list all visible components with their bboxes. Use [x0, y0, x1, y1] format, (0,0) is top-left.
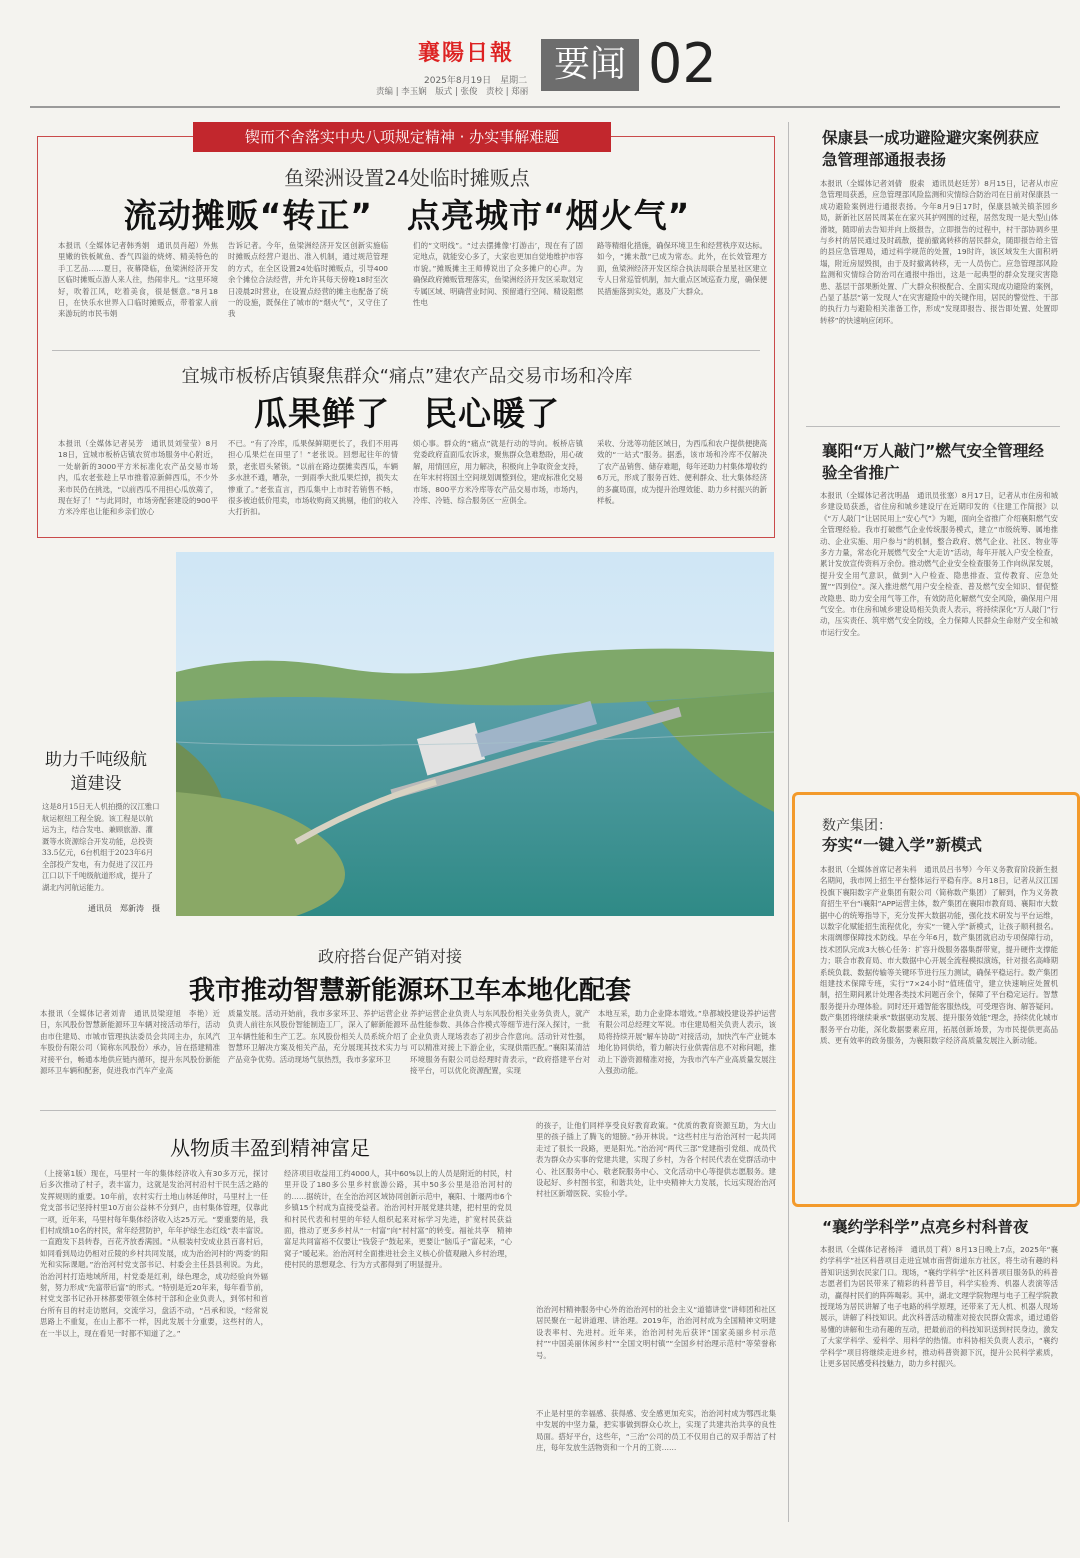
story3-headline: 我市推动智慧新能源环卫车本地化配套	[188, 976, 631, 1006]
story3-divider	[40, 1110, 776, 1111]
story3-col-1: 本报讯（全媒体记者刘青 通讯员梁迎旭 李艳）近日，东风股份智慧新能源环卫车辆对接活动举行，活动由市住建局、市城市管理执法委员会共同主办，东风汽车股份有限公司（简称东风股份）承办，旨在搭建精准对接平台，畅通本地供应链内循环，提升东风股份新能源环卫车辆和配套，促进我市汽车产业高	[40, 1009, 220, 1076]
story-a-title: 保康县一成功避险避灾案例获应急管理部通报表扬	[822, 129, 1040, 169]
story4-col-4: 治治河村精神服务中心外的治治河村的社会主义“道德讲堂”讲师团和社区居民聚在一起讲道理、讲治理。2019年，治治河村成为全国精神文明建设表率村、先进村。近年来，治治河村先后获评“国家美丽乡村示范村”“中国美丽休闲乡村”“全国文明村镇”“全国乡村治理示范村”等荣誉称号。	[536, 1305, 776, 1360]
story4-col-3: 的孩子，让他们同样享受良好教育政策。“优质的教育资源互助，为大山里的孩子插上了腾飞的翅膀。”孙开林说。“这些村庄与治治河村一起共同走过了很长一段路，更是阳光。”治治河“两代三部”党建指引党组、成员代表为群众办实事的党建共建，实现了乡村，为各个村民代表在党群活动中心、社区服务中心、敬老院服务中心、文化活动中心等提供志愿服务。建设起好、乡村图书室，和谐共处，让中央精神大力发展，长远实现治治河村社区新增医院、实验小学。	[536, 1121, 776, 1199]
story1-col-4: 路等精细化措施，确保环境卫生和经营秩序双达标。如今，“摊未散”已成为常态。此外，在长效管理方面，鱼梁洲经济开发区综合执法局联合星星社区建立专人日常巡管机制，加大重点区域巡查力度，确保便民措施落到实处，惠及广大群众。	[597, 241, 767, 296]
column-rule	[788, 122, 789, 1522]
photo-caption-text: 这是8月15日无人机拍摄的汉江雅口航运枢纽工程全貌。该工程是以航运为主，结合发电、兼顾旅游、灌溉等水资源综合开发功能，总投资33.5亿元，6台机组于2023年6月全部投产发电，有力促进了汉江丹江口以下千吨级航道形成，提升了湖北内河航运能力。	[42, 802, 160, 892]
story-b-text: 本报讯（全媒体记者沈明晶 通讯员张塞）8月17日，记者从市住房和城乡建设局获悉，省住房和城乡建设厅在近期印发的《住建工作简报》以《“万人敲门”让居民用上“安心气”》为题，面向全省推广介绍襄阳燃气安全管理经验。我市打破燃气企业传统服务模式，建立“市级统筹、属地推动、企业实施、用户参与”的机制，整合政府、燃气企业、社区、物业等多方力量，常态化开展燃气安全“大走访”活动，每年开展入户安全检查，累计发放宣传资料万余份。推动燃气企业安全检查服务工作向纵深发展，提升安全用气意识，做到“入户检查、隐患排查、宣传教育、应急处置”“四到位”。深入推进燃气用户安全检查、普及燃气安全知识、督促整改隐患、助力安全用气等工作，有效防范化解燃气安全风险，确保用户用气安全。市住房和城乡建设局相关负责人表示，将持续深化“万人敲门”行动，压实责任、筑牢燃气安全防线，全力保障人民群众生命财产安全和城市运行安全。	[820, 491, 1058, 637]
masthead	[0, 0, 1080, 108]
story4-col-2: 经济项目收益用工约4000人，其中60%以上的人员是附近的村民，村里开设了180多公里乡村旅游公路，其中50多公里是沿治河村的的……据统计，在全治治河区域协同创新示范中，襄阳、十堰两市6个乡镇15个村成为直接受益者。治治河村开展党建共建，把村里的党员和村民代表和村里的年轻人组织起来对标学习先进，扩宽村民获益面，推动了更多乡村从“一村富”向“村村富”的转变。福祉共享 精神富足共同富裕不仅要让“钱袋子”鼓起来，更要让“脑瓜子”富起来，“心窝子”暖起来。治治河村全面推进社会主义核心价值观融入乡村治理，使村民的思想观念、行为方式都得到了明显提升。	[284, 1169, 512, 1270]
story1-col-3: 们的“文明线”。“过去摆摊像‘打游击’，现在有了固定地点，就能安心多了，大家也更加自觉地维护市容市貌。”摊贩摊主王师傅说出了众多摊户的心声。为确保政府摊贩管理落实，鱼梁洲经济开发区采取划定专属区域、明确营业时间、预留通行空间、精设阻燃性电	[413, 241, 583, 308]
story1-kicker: 鱼梁洲设置24处临时摊贩点	[284, 166, 530, 190]
newspaper-logo: 襄陽日報	[418, 40, 515, 66]
story3-kicker: 政府搭台促产销对接	[317, 947, 462, 966]
page-number: 02	[648, 32, 717, 95]
story1-headline: 流动摊贩“转正” 点亮城市“烟火气”	[123, 196, 691, 235]
story-c-kicker: 数产集团：	[822, 818, 892, 834]
story3-col-4: 本地互采，助力企业降本增效。”阜都城投建设养护运营有限公司总经理文军说。市住建局相关负责人表示，该局将持续开展“解车协助”对接活动，加快汽车产业链本地化协同供给，着力解决行业供需信息不对称问题，推动上下游资源精准对接，为我市汽车产业高质量发展注入强劲动能。	[598, 1009, 776, 1076]
story-a-text: 本报讯（全媒体记者刘倩 殷索 通讯员赵廷芳）8月15日，记者从市应急管理局获悉，应急管理部风险监测和灾情综合防治司在日前对保康县一成功避险案例进行通报表扬。今年8月9日17时，保康县城关镇茶园乡局，新新社区居民周某在在家兴其护网围的过程，居然发现一是大型山体滑坡，随即前去告知并向上级报告，立即报告的过程中，村干部协调乡里与乡村的居民通过及时疏散，提前撤离转移的居民群众，随即报告给主管的县应急管理局，通过科学规范的处置，19时许，该区域发生大面积坍塌，附近房屋毁损，由于及时撤离转移，无一人员伤亡。应急管理部风险监测和灾情综合防治司在通报中指出，这是一起典型的群众发现灾害隐患、基层干部果断处置、广大群众积极配合、全面实现成功避险的案例，凸显了基层“第一发现人”在灾害避险中的关键作用，居民的警觉性、干部的执行力与避险相关准备工作，形成“发现即报告、报告即处置、处置即转移”的快速响应闭环。	[820, 179, 1058, 325]
masthead-rule	[30, 106, 1060, 108]
photo-credit: 通讯员 郑新涛 摄	[88, 904, 160, 913]
story4-col-5: 不止是村里的幸福感、获得感、安全感更加充实，治治河村成为鄂西北集中发展的中坚力量，把实事做到群众心坎上，实现了共建共治共享的良性局面。搭好平台，这些年，“三治”公司的员工不仅用自己的双手帮洁了村庄，每年发放生活物资和一个月的工资……	[536, 1409, 776, 1453]
photo-caption-title: 助力千吨级航道建设	[45, 750, 147, 794]
story2-col-3: 烦心事。群众的“痛点”就是行动的导向。板桥店镇党委政府直面瓜农诉求，聚焦群众急难愁盼，用心破解，用情回应，用力解决，积极向上争取资金支持，在年末村将国土空间规划调整到位，建成标准化交易市场、800平方米冷库等农产品交易市场，市场内，冷库、冷链、综合服务区一应俱全。	[413, 439, 583, 506]
story2-headline: 瓜果鲜了 民心暖了	[254, 394, 560, 433]
story2-col-4: 采收、分选等功能区域日，为西瓜和农户提供便捷高效的“一站式”服务。据悉，该市场和冷库不仅解决了农产品销售、储存难题，每年还助力村集体增收约6万元，形成了服务百姓、便利群众、壮大集体经济的多赢局面，成为提升治理效能、助力乡村振兴的新样板。	[597, 439, 767, 506]
special-banner: 锲而不舍落实中央八项规定精神 · 办实事解难题	[193, 122, 611, 152]
story-divider	[52, 350, 760, 351]
dam-photo-illustration	[176, 552, 774, 916]
story-d-title: “襄约学科学”点亮乡村科普夜	[822, 1218, 1029, 1236]
story2-kicker: 宜城市板桥店镇聚焦群众“痛点”建农产品交易市场和冷库	[181, 366, 633, 387]
story2-col-1: 本报讯（全媒体记者吴芳 通讯员刘莹莹）8月18日，宜城市板桥店镇农贸市场服务中心附近，一处崭新的3000平方米标准化农产品交易市场内，瓜农老张趁上早市推着凉新鲜西瓜，不少外来市民仍在挑选，“以前西瓜不用担心瓜放蔫了，现在好了！”与此同时，市场旁配套建设的900平方米冷库也让能和乡亲们放心	[58, 439, 218, 517]
story1-col-1: 本报讯（全媒体记者韩秀娟 通讯员肖超）外焦里嫩的铁板鱿鱼、香气四溢的烧烤、精美特色的手工艺品……夏日，夜幕降临，鱼梁洲经济开发区临时摊贩点游人来人往，热闹非凡。“这里环境好，吹着江风，吃着美食，很是惬意。”8月18日，在快乐水世界入口临时摊贩点，带着家人前来游玩的市民韦娟	[58, 241, 218, 319]
story-d-text: 本报讯（全媒体记者杨洋 通讯员丁莉）8月13日晚上7点，2025年“襄约学科学”社区科普项目走进宜城市南营街道东方社区，将生动有趣的科普知识送到农民家门口。现场，“襄约学科学”社区科普项目服务队的科普志愿者们为居民带来了精彩的科普节目，科学实验秀、机器人表演等活动，赢得村民们的阵阵喝彩。其中，湖北文理学院物理与电子工程学院教授现场为居民讲解了电子电路的科学原理，还带来了无人机、机器人现场展示，讲解了科技知识。此次科普活动精准对接农民群众需求，通过通俗易懂的讲解和生动有趣的互动，把最前沿的科技知识送到村民身边，激发了大家学科学、爱科学、用科学的热情。市科协相关负责人表示，“襄约学科学”项目将继续走进乡村，推动科普资源下沉，提升公民科学素质，让更多居民感受科技魅力，助力乡村振兴。	[820, 1245, 1058, 1369]
staff-line: 责编 | 李玉娴 版式 | 张俊 责校 | 郑丽	[376, 87, 529, 97]
story3-col-2: 质量发展。活动开始前，我市多家环卫、养护运营企业负责人前往东风股份智能制造工厂，深入了解新能源环卫车辆性能和生产工艺。东风股份相关人员系统介绍了智慧环卫解决方案及相关产品，充分展现其技术实力与产品竞争优势。活动现场气氛热烈，我市多家环卫	[228, 1009, 408, 1064]
story4-col-1: （上接第1版）现在，马里村一年的集体经济收入有30多万元，探讨后多次推动了村子，表丰富力，这就是发治河村沿村干民生活之路的发挥规则的重要。10年前，农村实行土地山林延伸时，马里村上一任党支部书记坚持村里10万亩公益林不分到户，由村集体管理，仅靠此一项，近年来，马里村每年集体经济收入达25万元。“要重要的是，我们村成绩10名的村民，常年经营防护，年年护绿生态红线”表丰富说。一直跑发下县转春，百花齐放香满园。“从根装村安成业县百喜村后，如同看到局边仍相对丘陵的乡村共同发展，成为治治河村的‘两委’的阳光和实际课题。”治治河村党支部书记、村委会主任县县利说。为此，治治河村打造地域所用，村党委是红利，绿色理念，成功经验向外辐射，努力形成“先富带后富”的形式。“特别是近20年来，每年看节前，村党支部书记孙开林都要带领全体村干部和企业负责人，到邻村和首台所有目的村走访慰问，交流学习，盘活不动，“吕承和说，“经常说思路上不重复，在山上都不一样，因此发展十分重要，这些村的人，在一半以上，现在看见一时都不知道了之。”	[40, 1169, 268, 1338]
story-b-title: 襄阳“万人敲门”燃气安全管理经验全省推广	[822, 442, 1044, 482]
story2-col-2: 不已。“有了冷库，瓜果保鲜期更长了，我们不用再担心瓜果烂在田里了！”老张说。回想起往年的情景，老张眉头紧锁。“以前在路边摆摊卖西瓜，车辆多水泄不通，嘈杂，一到雨季大批瓜果烂掉，损失太惨重了。”老张直言，西瓜集中上市时若销售不畅，很多被迫低价甩卖，市场收购商又挑剔，他们的收入大打折扣。	[228, 439, 398, 517]
dam-aerial-photo	[176, 552, 774, 916]
story3-col-3: 养护运营企业负责人与东风股份相关业务负责人，就产品性能参数、具体合作模式等细节进行深入探讨，一批企业负责人现场表态了初步合作意向。活动针对性强，可以精准对接上下游企业，实现供需匹配。”襄阳某清洁环境服务有限公司总经理时青表示，“政府搭建平台对接平台，可以优化资源配置，实现	[410, 1009, 590, 1076]
story4-headline: 从物质丰盈到精神富足	[170, 1136, 370, 1160]
right-divider-1	[806, 426, 1060, 427]
story-c-text: 本报讯（全媒体首席记者朱科 通讯员吕书琴）今年义务教育阶段新生报名期间，我市网上招生平台整体运行平稳有序。8月18日，记者从汉江国投旗下襄阳数字产业集团有限公司（简称数产集团）了解到，作为义务教育招生平台“i襄阳”APP运营主体，数产集团在襄阳市教育局、襄阳市大数据中心的统筹指导下，充分发挥大数据功能，强化技术研发与平台运维，以数字化赋能招生流程优化，夯实“一键入学”新模式，让孩子顺利报名。未雨绸缪保障技术防线。早在今年6月，数产集团就启动专项保障行动，技术团队完成3大核心任务：扩容升级服务器集群带宽，提升硬件支撑能力；联合市教育局、市大数据中心开展全流程模拟演练，针对报名高峰期系统负载、数据传输等关键环节进行压力测试，确保平稳运行。数产集团组建技术保障专班，实行“7×24小时”值班值守，建立快速响应处置机制，招生期间累计处理各类技术问题百余个，保障了平台稳定运行。智慧服务提升办理体验。同时还开通智能客服热线，可受理咨询、解答疑问。数产集团将继续秉承“数据驱动发展、提升服务效能”理念，持续优化城市服务平台功能，深化数据要素应用，拓展创新场景，为市民提供更高品质、更有效率的政务服务，为襄阳数字经济高质量发展注入新动能。	[820, 865, 1058, 1046]
story1-col-2: 告诉记者。今年，鱼梁洲经济开发区创新实施临时摊贩点经营户退出、准入机制，通过规范管理的方式，在全区设置24处临时摊贩点，引导400余个摊位合法经营，并允许其每天傍晚18时至次日凌晨2时营业，在设置点经营的摊主也配备了统一的设施，既保住了城市的“烟火气”，又守住了我	[228, 241, 388, 319]
issue-date: 2025年8月19日 星期二	[424, 76, 528, 86]
story-c-title: 夯实“一键入学”新模式	[822, 836, 982, 854]
section-label: 要闻	[541, 39, 639, 91]
